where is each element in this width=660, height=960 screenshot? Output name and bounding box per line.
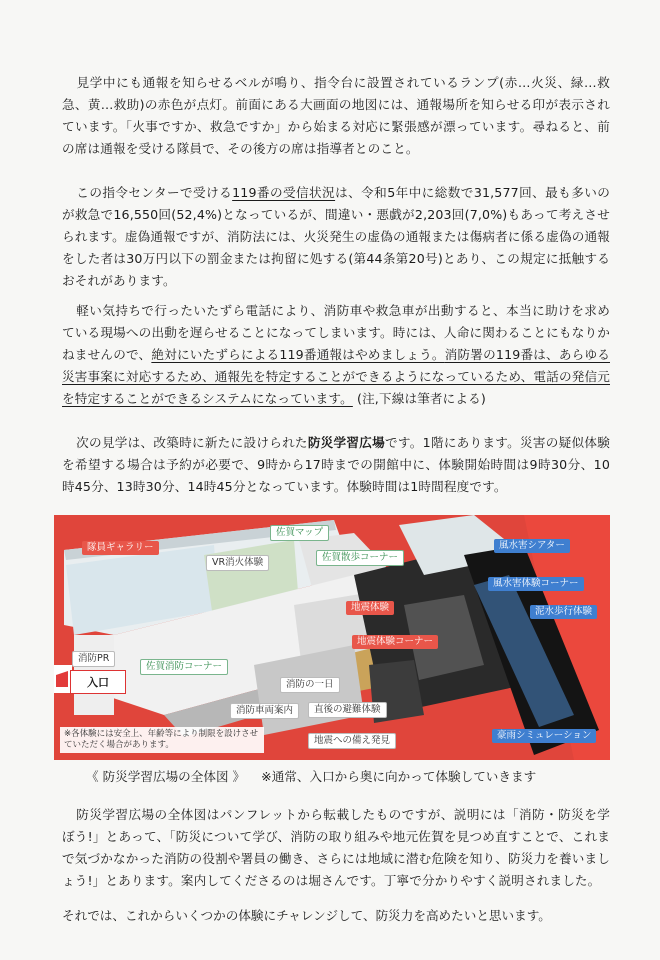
paragraph-119-statistics (62, 182, 610, 292)
editor-note: (注,下線は筆者による) (357, 391, 486, 406)
label-mud-walk: 泥水歩行体験 (530, 605, 597, 619)
paragraph-prank-calls (62, 300, 610, 410)
label-quake-experience: 地震体験 (346, 601, 394, 615)
paragraph-learning-plaza (62, 432, 610, 498)
paragraph-closing (62, 905, 551, 927)
label-vr-fire: VR消火体験 (206, 555, 269, 571)
underlined-text: 絶対にいたずらによる119番通報はやめましょう。 (151, 347, 445, 362)
label-gallery: 隊員ギャラリー (82, 541, 159, 555)
figure-caption (86, 768, 536, 786)
label-after-quake-evacuation: 直後の避難体験 (308, 702, 387, 718)
paragraph-text: 見学中にも通報を知らせるベルが鳴り、指令台に設置されているランプ(赤…火災、緑…救急、黄…救助)の赤色が点灯。前面にある大画面の地図には、通報場所を知らせる印が表示されています。「火事ですか、救急ですか」から始まる対応に緊張感が漂っています。尋ねると、前の席は通報を受ける隊員で、その後方の席は指導者とのこと。 (62, 75, 610, 156)
paragraph-text: です。1階にあります。災害の疑似体験を希望する場合は予約が必要で、9時から17時までの開館中に、体験開始時間は9時30分、10時45分、13時30分、14時45分となっています。体験時間は1時間程度です。 (62, 435, 611, 494)
label-wind-theater: 風水害シアター (494, 539, 570, 553)
floor-plan-figure (54, 515, 610, 760)
label-fire-pr: 消防PR (72, 651, 115, 667)
paragraph-text: この指令センターで受ける (76, 185, 233, 200)
paragraph-text: 防災学習広場の全体図はパンフレットから転載したものですが、説明には「消防・防災を学ぼう!」とあって、「防災について学び、消防の取り組みや地元佐賀を見つめ直すことで、これまで気づかなかった消防の役割や署員の働き、さらには地域に潜む危険を知り、防災力を養いましょう!」とあります。案内してくださるのは堀さんです。丁寧で分かりやすく説明されました。 (62, 807, 610, 888)
underlined-text: 119番の受信状況 (232, 185, 336, 200)
underlined-text: 消防署の119番は、あらゆる災害事案に対応するため、通報先を特定することができるようになっているため、電話の発信元を特定することができるシステムになっています。 (62, 347, 610, 406)
caption-note: ※通常、入口から奥に向かって体験していきます (261, 769, 537, 784)
figure-safety-note: ※各体験には安全上、年齢等により制限を設けさせていただく場合があります。 (60, 727, 264, 753)
paragraph-text: は、令和5年中に総数で31,577回、最も多いのが救急で16,550回(52,4%)となっているが、間違い・悪戯が2,203回(7,0%)もあって考えさせられます。虚偽通報ですが、消防法には、火災発生の虚偽の通報または傷病者に係る虚偽の通報をした者は30万円以下の罰金または拘留に処する(第44条第20号)とあり、この規定に抵触するおそれがあります。 (62, 185, 611, 288)
bold-text: 防災学習広場 (307, 435, 386, 450)
label-saga-walk: 佐賀散歩コーナー (316, 550, 404, 566)
label-wind-experience: 風水害体験コーナー (488, 577, 584, 591)
label-saga-fire-corner: 佐賀消防コーナー (140, 659, 228, 675)
label-quake-preparedness: 地震への備え発見 (308, 733, 396, 749)
label-vehicle-guide: 消防車両案内 (230, 703, 299, 719)
paragraph-text: 軽い気持ちで行ったいたずら電話により、消防車や救急車が出動すると、本当に助けを求めている現場への出動を遅らせることになってしまいます。時には、人命に関わることにもなりかねませんので、 (62, 303, 610, 362)
label-saga-map: 佐賀マップ (270, 525, 329, 541)
paragraph-dispatch-center (62, 72, 610, 160)
paragraph-text: 次の見学は、改築時に新たに設けられた (76, 435, 308, 450)
label-quake-corner: 地震体験コーナー (352, 635, 438, 649)
paragraph-plaza-description (62, 804, 610, 892)
paragraph-text: それでは、これからいくつかの体験にチャレンジして、防災力を高めたいと思います。 (62, 907, 551, 923)
entrance-marker: 入口 (70, 670, 126, 694)
caption-title: 《 防災学習広場の全体図 》 (86, 769, 246, 784)
label-heavy-rain-simulation: 豪雨シミュレーション (492, 729, 596, 743)
label-day-of-fire: 消防の一日 (280, 677, 340, 693)
